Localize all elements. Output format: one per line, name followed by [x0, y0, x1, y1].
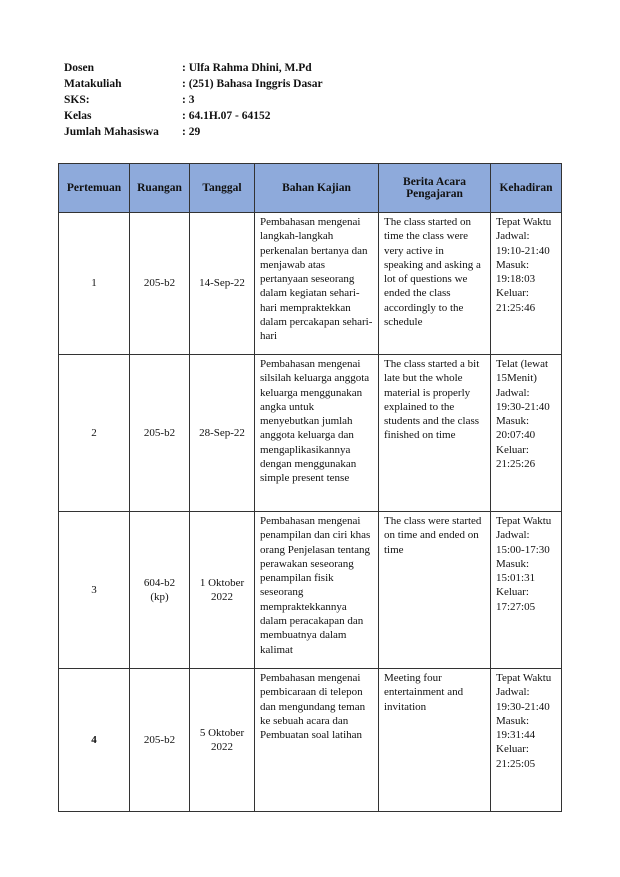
pertemuan-cell: 4 [59, 669, 130, 812]
pertemuan-cell: 3 [59, 512, 130, 669]
sks-label: SKS: [64, 94, 90, 106]
dosen-value: : Ulfa Rahma Dhini, M.Pd [182, 62, 312, 74]
ruangan-cell: 205-b2 [130, 669, 190, 812]
dosen-label: Dosen [64, 62, 95, 74]
matakuliah-value: : (251) Bahasa Inggris Dasar [182, 78, 323, 90]
header-bahan-kajian: Bahan Kajian [255, 164, 379, 213]
jumlah-mahasiswa-value: : 29 [182, 126, 201, 138]
matakuliah-label: Matakuliah [64, 78, 122, 90]
header-berita-acara: Berita Acara Pengajaran [379, 164, 491, 213]
tanggal-cell: 28-Sep-22 [190, 355, 255, 512]
header-tanggal: Tanggal [190, 164, 255, 213]
kehadiran-cell: Tepat Waktu Jadwal: 15:00-17:30 Masuk: 15:01:31 Keluar: 17:27:05 [491, 512, 562, 669]
jumlah-mahasiswa-label: Jumlah Mahasiswa [64, 126, 159, 138]
bahan-kajian-cell: Pembahasan mengenai penampilan dan ciri khas orang Penjelasan tentang perawakan seseorang penampilan fisik seseorang mempraktekkannya dalam peracakapan dan membuatnya dalam kalimat [255, 512, 379, 669]
ruangan-cell: 205-b2 [130, 213, 190, 355]
tanggal-cell: 5 Oktober 2022 [190, 669, 255, 812]
kelas-label: Kelas [64, 110, 92, 122]
sks-value: : 3 [182, 94, 195, 106]
kelas-value: : 64.1H.07 - 64152 [182, 110, 271, 122]
berita-acara-cell: The class started on time the class were very active in speaking and asking a lot of questions we ended the class accordingly to the schedule [379, 213, 491, 355]
kehadiran-cell: Tepat Waktu Jadwal: 19:30-21:40 Masuk: 19:31:44 Keluar: 21:25:05 [491, 669, 562, 812]
course-info [64, 62, 323, 142]
berita-acara-cell: The class started a bit late but the whole material is properly explained to the students and the class finished on time [379, 355, 491, 512]
table-header-row [59, 164, 562, 213]
table-row [59, 512, 562, 669]
berita-acara-cell: The class were started on time and ended on time [379, 512, 491, 669]
ruangan-cell: 205-b2 [130, 355, 190, 512]
tanggal-cell: 1 Oktober 2022 [190, 512, 255, 669]
pertemuan-cell: 2 [59, 355, 130, 512]
kehadiran-cell: Tepat Waktu Jadwal: 19:10-21:40 Masuk: 19:18:03 Keluar: 21:25:46 [491, 213, 562, 355]
header-ruangan: Ruangan [130, 164, 190, 213]
table-row [59, 355, 562, 512]
header-kehadiran: Kehadiran [491, 164, 562, 213]
berita-acara-cell: Meeting four entertainment and invitation [379, 669, 491, 812]
bahan-kajian-cell: Pembahasan mengenai silsilah keluarga anggota keluarga menggunakan angka untuk menyebutkan jumlah anggota keluarga dan mengaplikasikannya dengan menggunakan simple present tense [255, 355, 379, 512]
attendance-table [58, 163, 562, 812]
bahan-kajian-cell: Pembahasan mengenai pembicaraan di telepon dan mengundang teman ke sebuah acara dan Pembuatan soal latihan [255, 669, 379, 812]
pertemuan-cell: 1 [59, 213, 130, 355]
table-row [59, 213, 562, 355]
table-row [59, 669, 562, 812]
header-pertemuan: Pertemuan [59, 164, 130, 213]
kehadiran-cell: Telat (lewat 15Menit) Jadwal: 19:30-21:40 Masuk: 20:07:40 Keluar: 21:25:26 [491, 355, 562, 512]
ruangan-cell: 604-b2 (kp) [130, 512, 190, 669]
tanggal-cell: 14-Sep-22 [190, 213, 255, 355]
bahan-kajian-cell: Pembahasan mengenai langkah-langkah perkenalan bertanya dan menjawab atas pertanyaan seseorang dalam kegiatan sehari-hari mempraktekkan dalam percakapan sehari-hari [255, 213, 379, 355]
